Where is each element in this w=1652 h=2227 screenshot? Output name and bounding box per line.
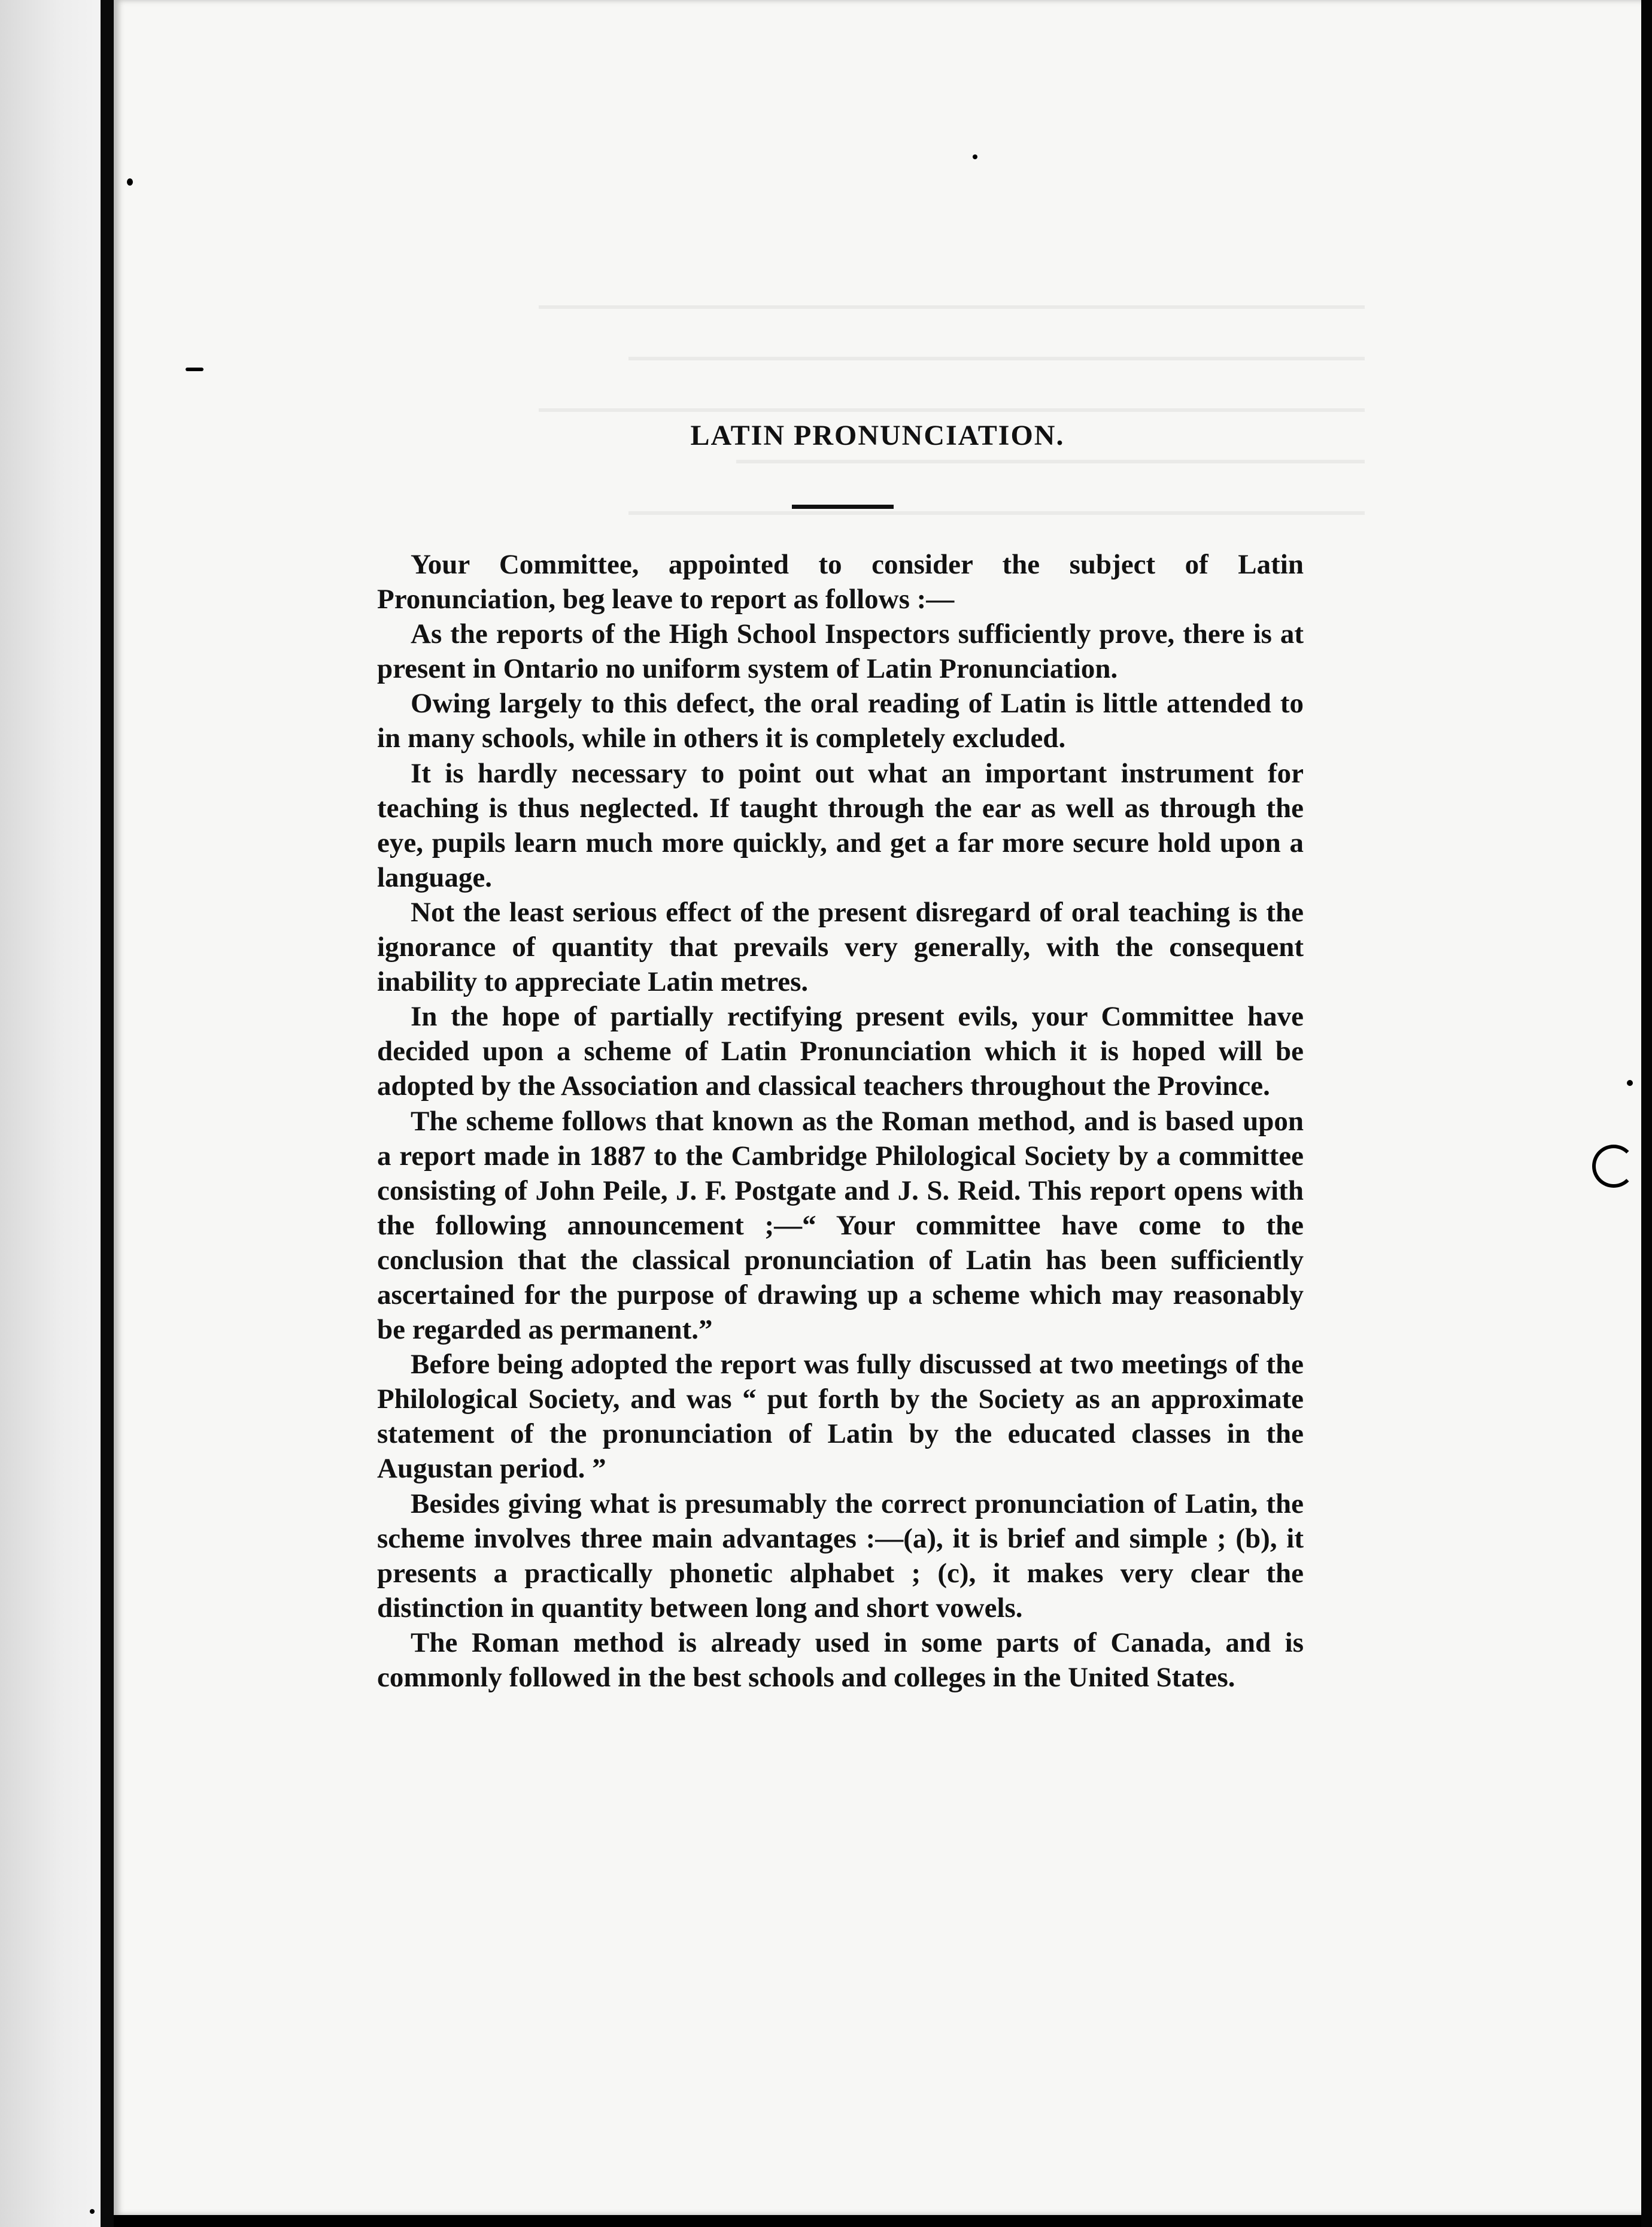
scan-speck [973,154,977,159]
scan-speck [90,2209,95,2214]
paragraph: Before being adopted the report was fully discussed at two meetings of the Philological Society, and was “ put forth by the Society as an approximate statement of the pronunciation of Latin by the educated classes in the Augustan period. ” [377,1349,1304,1485]
paragraph: It is hardly necessary to point out what an important instrument for teaching is thus neglected. If taught through the ear as well as through the eye, pupils learn much more quickly, and get a far more secure hold upon a language. [377,757,1304,893]
page-title: LATIN PRONUNCIATION. [690,420,1065,451]
scan-speck [127,178,133,186]
paragraph: Owing largely to this defect, the oral reading of Latin is little attended to in many schools, while in others it is completely excluded. [377,688,1304,754]
body-text [377,547,1304,1695]
paragraph: As the reports of the High School Inspectors sufficiently prove, there is at present in Ontario no uniform system of Latin Pronunciation. [377,618,1304,685]
paragraph: Besides giving what is presumably the correct pronunciation of Latin, the scheme involves three main advantages :—(a), it is brief and simple ; (b), it presents a practically phonetic alphabet ; (c), it makes very clear the distinction in quantity between long and short vowels. [377,1488,1304,1624]
scan-speck [186,368,204,371]
previous-page-edge [0,0,111,2227]
binding-gutter [101,0,114,2227]
bleed-through-text [467,263,1365,515]
paragraph: Your Committee, appointed to consider the subject of Latin Pronunciation, beg leave to report as follows :— [377,549,1304,615]
scan-speck [1592,1145,1635,1188]
paragraph: Not the least serious effect of the present disregard of oral teaching is the ignorance of quantity that prevails very generally, with the consequent inability to appreciate Latin metres. [377,896,1304,998]
paragraph: The Roman method is already used in some parts of Canada, and is commonly followed in the best schools and colleges in the United States. [377,1627,1304,1693]
page-right-border [1641,0,1652,2227]
paragraph: The scheme follows that known as the Roman method, and is based upon a report made in 1887 to the Cambridge Philological Society by a committee consisting of John Peile, J. F. Postgate and J. S. Reid. This report opens with the following announcement ;—“ Your committee have come to the conclusion that the classical pronunciation of Latin has been sufficiently ascertained for the purpose of drawing up a scheme which may reasonably be regarded as permanent.” [377,1105,1304,1346]
scan-speck [1627,1080,1633,1086]
paragraph: In the hope of partially rectifying present evils, your Committee have decided upon a scheme of Latin Pronunciation which it is hoped will be adopted by the Association and classical teachers throughout the Province. [377,1001,1304,1102]
title-divider [792,505,894,509]
